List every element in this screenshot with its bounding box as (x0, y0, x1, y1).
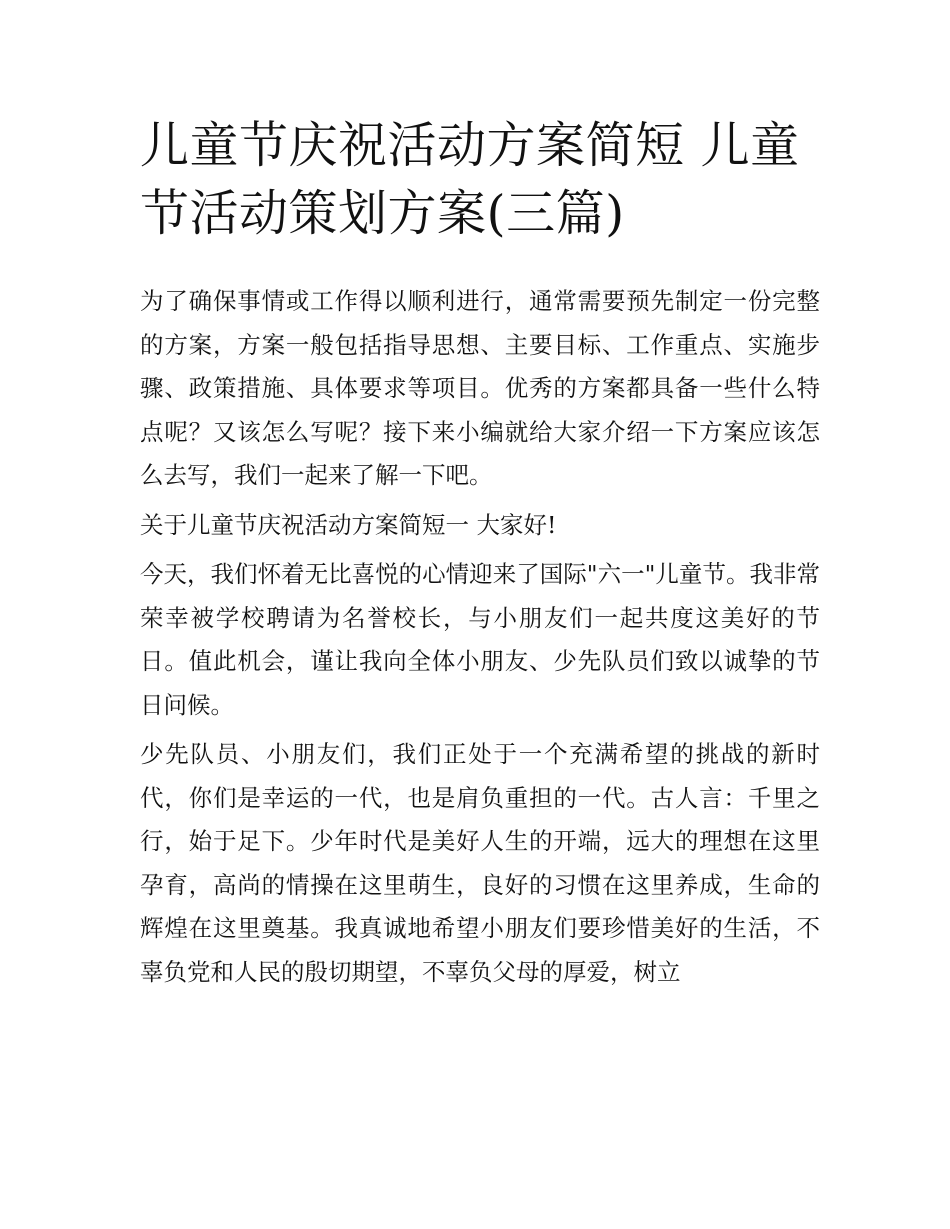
paragraph-intro: 为了确保事情或工作得以顺利进行，通常需要预先制定一份完整的方案，方案一般包括指导思想、主要目标、工作重点、实施步骤、政策措施、具体要求等项目。优秀的方案都具备一些什么特点呢？又该怎么写呢？接下来小编就给大家介绍一下方案应该怎么去写，我们一起来了解一下吧。 (140, 287, 820, 489)
document-body (140, 280, 820, 1000)
paragraph-message: 少先队员、小朋友们，我们正处于一个充满希望的挑战的新时代，你们是幸运的一代，也是肩负重担的一代。古人言：千里之行，始于足下。少年时代是美好人生的开端，远大的理想在这里孕育，高尚的情操在这里萌生，良好的习惯在这里养成，生命的辉煌在这里奠基。我真诚地希望小朋友们要珍惜美好的生活，不辜负党和人民的殷切期望，不辜负父母的厚爱，树立 (140, 740, 820, 986)
paragraph-section-heading: 关于儿童节庆祝活动方案简短一 大家好! (140, 510, 557, 539)
paragraph-greeting: 今天，我们怀着无比喜悦的心情迎来了国际"六一"儿童节。我非常荣幸被学校聘请为名誉校长，与小朋友们一起共度这美好的节日。值此机会，谨让我向全体小朋友、少先队员们致以诚挚的节日问候。 (140, 560, 820, 719)
document-title: 儿童节庆祝活动方案简短 儿童节活动策划方案(三篇) (140, 117, 800, 242)
